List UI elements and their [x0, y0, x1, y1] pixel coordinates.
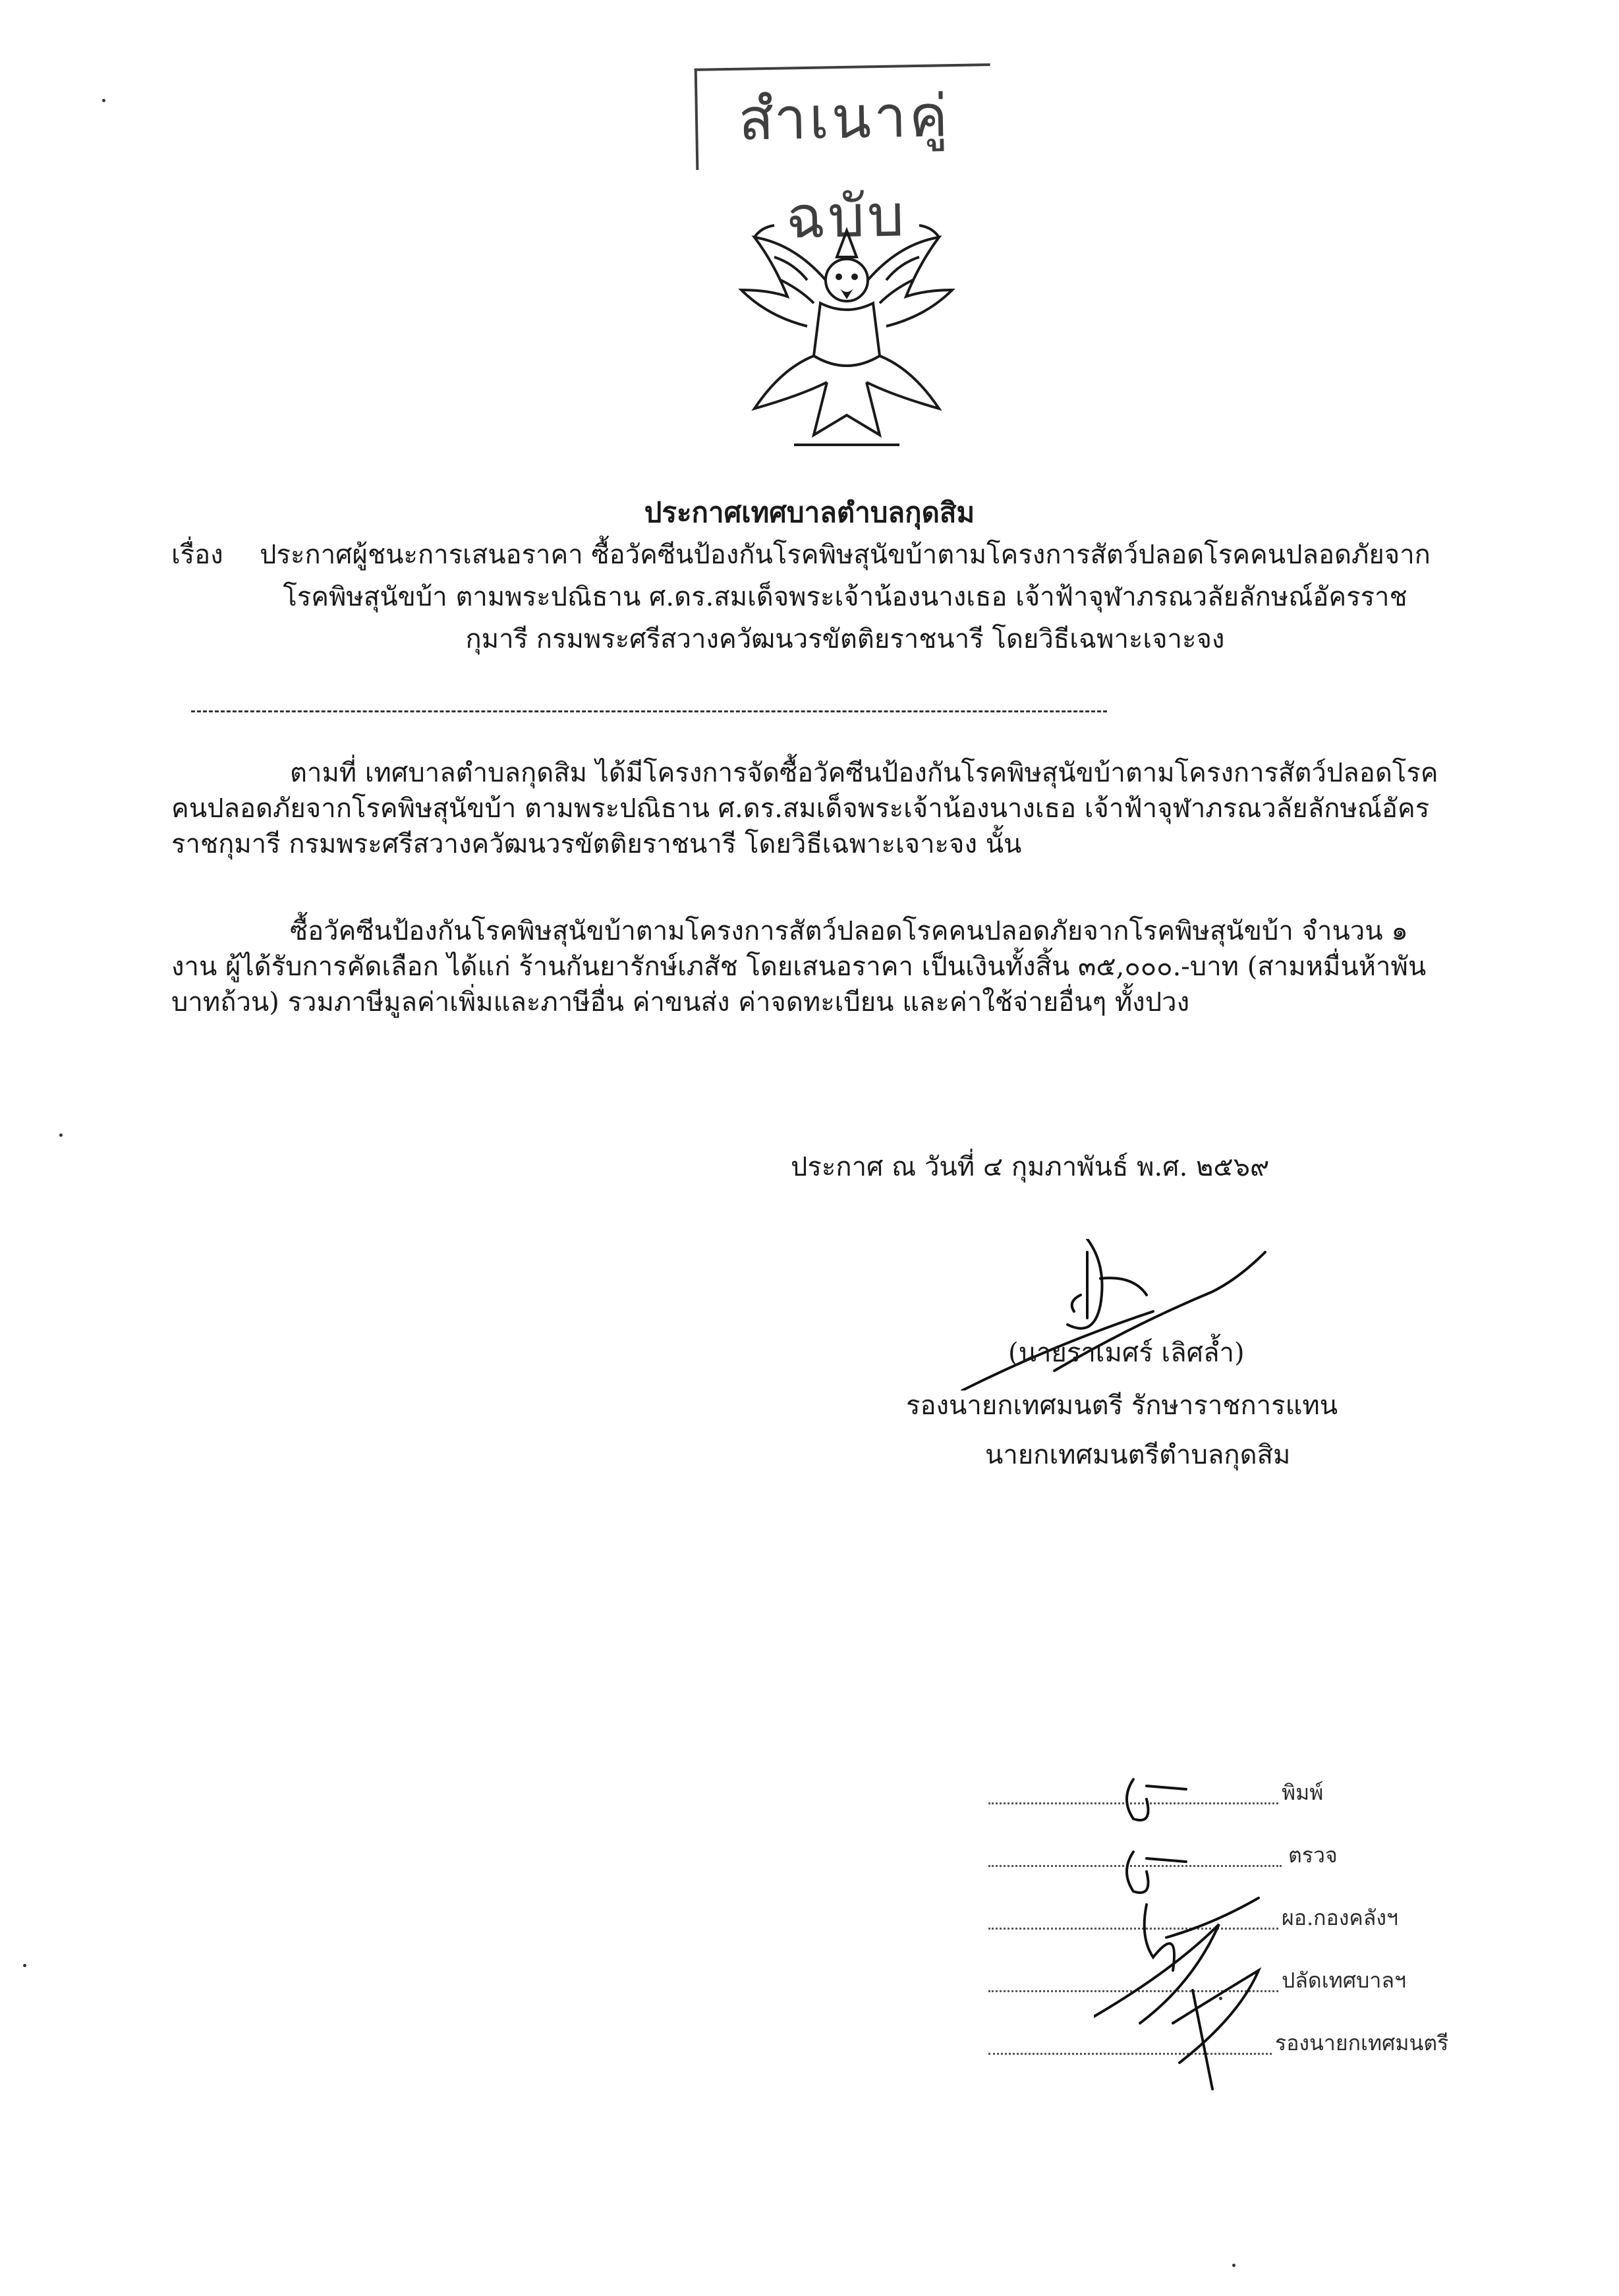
signatory-position-2: นายกเทศมนตรีตำบลกุดสิม — [985, 1440, 1291, 1470]
scan-speck — [102, 99, 105, 102]
signatory-name: (นายราเมศร์ เลิศล้ำ) — [1008, 1338, 1245, 1368]
body-paragraph-1: ตามที่ เทศบาลตำบลกุดสิม ได้มีโครงการจัดซื้อวัคซีนป้องกันโรคพิษสุนัขบ้าตามโครงการสัตว์ปลอดโรคคนปลอดภัยจากโรคพิษสุนัขบ้า ตามพระปณิธาน ศ.ดร.สมเด็จพระเจ้าน้องนางเธอ เจ้าฟ้าจุฬาภรณวลัยลักษณ์อัครราชกุมารี กรมพระศรีสวางควัฒนวรขัตติยราชนารี โดยวิธีเฉพาะเจาะจง นั้น — [171, 758, 1438, 859]
scan-speck — [23, 1964, 26, 1967]
separator-line — [191, 710, 1107, 712]
initials-signatures — [1094, 1773, 1318, 2115]
routing-label: พิมพ์ — [1282, 1780, 1324, 1805]
subject-text: ประกาศผู้ชนะการเสนอราคา ซื้อวัคซีนป้องกันโรคพิษสุนัขบ้าตามโครงการสัตว์ปลอดโรคคนปลอดภัยจากโรคพิษสุนัขบ้า ตามพระปณิธาน ศ.ดร.สมเด็จพระเจ้าน้องนางเธอ เจ้าฟ้าจุฬาภรณวลัยลักษณ์อัครราชกุมารี กรมพระศรีสวางควัฒนวรขัตติยราชนารี โดยวิธีเฉพาะเจาะจง — [260, 540, 1431, 654]
scan-speck — [1219, 1997, 1222, 2000]
document-title: ประกาศเทศบาลตำบลกุดสิม — [644, 496, 975, 529]
announcement-date: ประกาศ ณ วันที่ ๔ กุมภาพันธ์ พ.ศ. ๒๕๖๙ — [791, 1152, 1270, 1182]
routing-label: รองนายกเทศมนตรี — [1275, 2030, 1449, 2055]
garuda-emblem-icon — [715, 217, 979, 455]
copy-stamp: สำเนาคู่ฉบับ — [695, 63, 992, 170]
scan-speck — [1232, 2264, 1236, 2267]
routing-label: ปลัดเทศบาลฯ — [1282, 1968, 1406, 1993]
signatory-position-1: รองนายกเทศมนตรี รักษาราชการแทน — [906, 1391, 1338, 1421]
scan-speck — [59, 1134, 63, 1137]
subject-label: เรื่อง — [171, 540, 223, 570]
routing-label: ผอ.กองคลังฯ — [1282, 1905, 1398, 1930]
routing-label: ตรวจ — [1288, 1843, 1338, 1868]
body-paragraph-2: ซื้อวัคซีนป้องกันโรคพิษสุนัขบ้าตามโครงการสัตว์ปลอดโรคคนปลอดภัยจากโรคพิษสุนัขบ้า จำนวน ๑ งาน ผู้ได้รับการคัดเลือก ได้แก่ ร้านกันยารักษ์เภสัช โดยเสนอราคา เป็นเงินทั้งสิ้น ๓๕,๐๐๐.-บาท (สามหมื่นห้าพันบาทถ้วน) รวมภาษีมูลค่าเพิ่มและภาษีอื่น ค่าขนส่ง ค่าจดทะเบียน และค่าใช้จ่ายอื่นๆ ทั้งปวง — [171, 916, 1427, 1018]
